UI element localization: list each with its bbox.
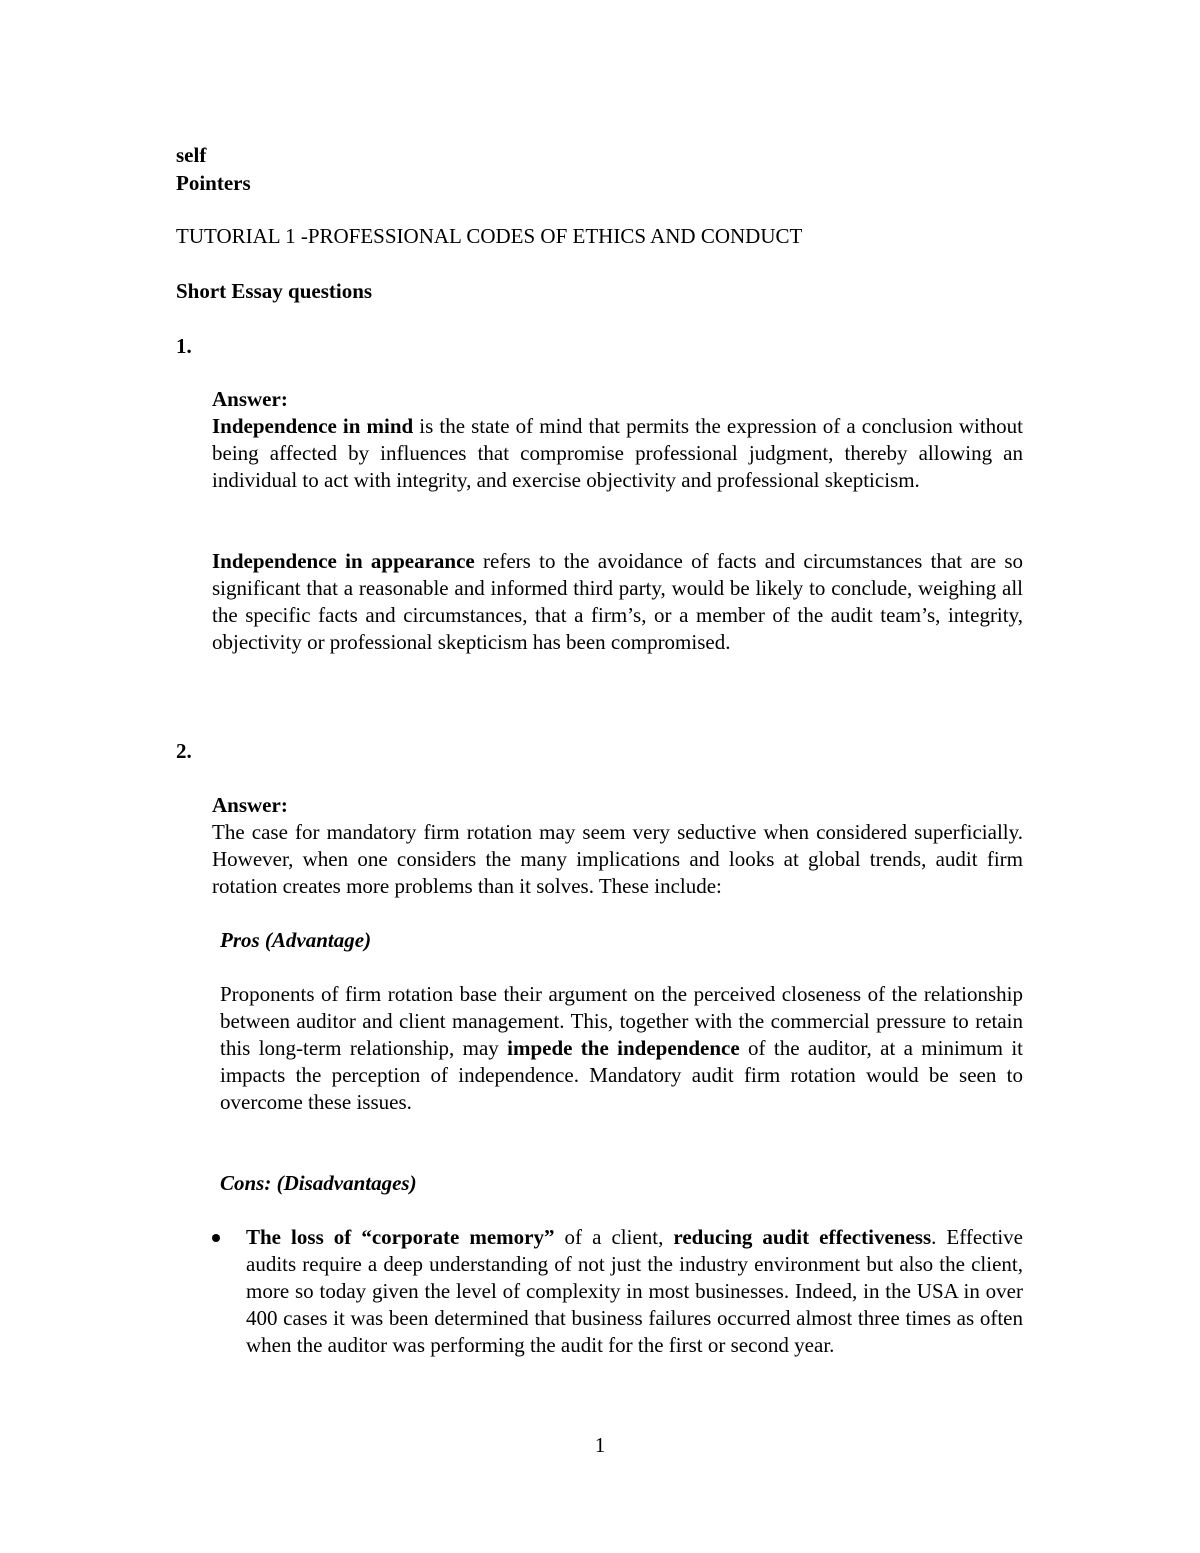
question-2-intro: The case for mandatory firm rotation may seem very seductive when considered superficially. However, when one considers the many implications and looks at global trends, audit firm rotation creates more problems than it solves. These include: (212, 820, 1023, 898)
tutorial-title: TUTORIAL 1 -PROFESSIONAL CODES OF ETHICS AND CONDUCT (176, 224, 803, 248)
question-2-number: 2. (176, 739, 192, 763)
question-1-paragraph-1 (212, 413, 1023, 494)
question-1-answer-label: Answer: (212, 387, 288, 411)
page-number: 1 (594, 1433, 606, 1457)
header-pointers: Pointers (176, 171, 251, 195)
term-independence-in-mind: Independence in mind (212, 414, 414, 438)
cons-bullet-1-text-a: of a client, (554, 1225, 674, 1249)
question-1-number: 1. (176, 334, 192, 358)
cons-heading: Cons: (Disadvantages) (220, 1171, 417, 1195)
section-title: Short Essay questions (176, 279, 373, 303)
pros-text-b: of the auditor, at a minimum it impacts the perception of independence. Mandatory audit firm rotation would be seen to overcome these issues. (220, 1036, 1024, 1114)
cons-bullet-1 (246, 1224, 1023, 1359)
question-1-paragraph-2 (212, 548, 1023, 656)
question-1-paragraph-2-text: refers to the avoidance of facts and circumstances that are so significant that a reasonable and informed third party, would be likely to conclude, weighing all the specific facts and circumstances, that a firm’s, or a member of the audit team’s, integrity, objectivity or professional skepticism has been compromised. (212, 549, 1023, 654)
question-2-answer-label: Answer: (212, 793, 288, 817)
term-independence-in-appearance: Independence in appearance (212, 549, 475, 573)
cons-bullet-1-text-b: . Effective audits require a deep understanding of not just the industry environment but also the client, more so today given the level of complexity in most businesses. Indeed, in the USA in over 400 cases it was been determined that business failures occurred almost three times as often when the auditor was performing the audit for the first or second year. (246, 1225, 1023, 1357)
cons-bullet-1-bold-a: The loss of “corporate memory” (246, 1225, 555, 1249)
pros-heading: Pros (Advantage) (220, 928, 372, 952)
question-1-paragraph-1-text: is the state of mind that permits the expression of a conclusion without being affected by influences that compromise professional judgment, thereby allowing an individual to act with integrity, and exercise objectivity and professional skepticism. (212, 414, 1023, 492)
cons-bullet-1-bold-b: reducing audit effectiveness (673, 1225, 932, 1249)
pros-bold-impede: impede the independence (507, 1036, 740, 1060)
header-self: self (176, 143, 207, 167)
pros-paragraph (220, 981, 1023, 1116)
bullet-icon (212, 1234, 220, 1242)
pros-text-a: Proponents of firm rotation base their argument on the perceived closeness of the relationship between auditor and client management. This, together with the commercial pressure to retain this long-term relationship, may (220, 982, 1023, 1060)
